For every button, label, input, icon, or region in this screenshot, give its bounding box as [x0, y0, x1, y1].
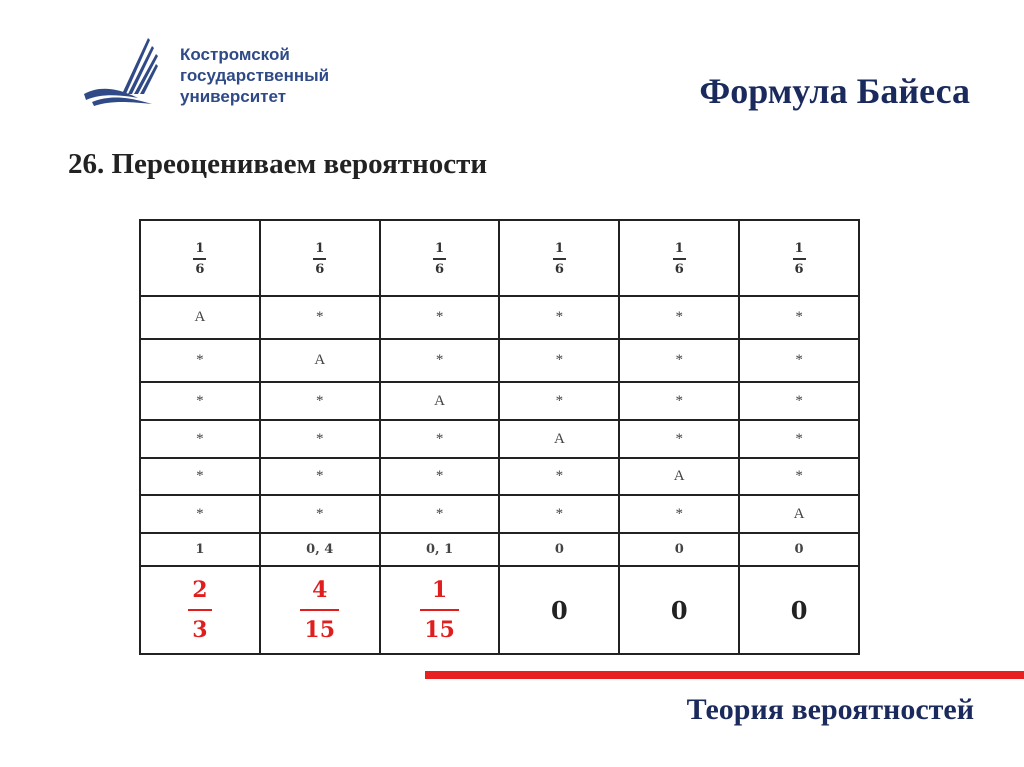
prior-cell: $\frac{1}{6}$ — [499, 220, 619, 296]
prior-cell: $\frac{1}{6}$ — [739, 220, 859, 296]
matrix-cell: * — [739, 382, 859, 420]
matrix-cell: * — [619, 495, 739, 533]
university-name — [180, 44, 329, 107]
prior-cell: $\frac{1}{6}$ — [619, 220, 739, 296]
matrix-cell: * — [499, 296, 619, 339]
slide-title: Формула Байеса — [699, 71, 970, 111]
prior-cell: $\frac{1}{6}$ — [380, 220, 500, 296]
logo-line-2: государственный — [180, 66, 330, 85]
matrix-row — [140, 495, 859, 533]
matrix-cell: * — [380, 296, 500, 339]
matrix-cell: * — [260, 296, 380, 339]
matrix-cell: * — [739, 420, 859, 458]
matrix-cell: А — [380, 382, 500, 420]
logo-line-3: университет — [180, 87, 287, 106]
matrix-cell: * — [739, 296, 859, 339]
matrix-cell: * — [380, 458, 500, 495]
matrix-cell: * — [619, 420, 739, 458]
matrix-cell: * — [380, 420, 500, 458]
matrix-cell: * — [499, 458, 619, 495]
matrix-cell: А — [619, 458, 739, 495]
matrix-row — [140, 382, 859, 420]
posterior-cell: 0 — [499, 566, 619, 654]
matrix-cell: * — [260, 420, 380, 458]
posterior-row — [140, 566, 859, 654]
matrix-cell: * — [260, 382, 380, 420]
logo-line-1: Костромской — [180, 45, 290, 64]
likelihood-cell: 0 — [499, 533, 619, 566]
matrix-cell: * — [140, 382, 260, 420]
matrix-row — [140, 296, 859, 339]
slide-subtitle: 26. Переоцениваем вероятности — [68, 148, 488, 180]
matrix-cell: А — [140, 296, 260, 339]
matrix-cell: * — [739, 458, 859, 495]
matrix-cell: * — [260, 495, 380, 533]
matrix-cell: * — [499, 382, 619, 420]
matrix-cell: * — [380, 495, 500, 533]
footer-title: Теория вероятностей — [686, 693, 974, 726]
likelihood-cell: 0, 1 — [380, 533, 500, 566]
matrix-cell: * — [140, 339, 260, 382]
matrix-cell: * — [260, 458, 380, 495]
posterior-cell: $\frac{1}{15}$ — [380, 566, 500, 654]
prior-cell: $\frac{1}{6}$ — [260, 220, 380, 296]
matrix-cell: * — [739, 339, 859, 382]
matrix-cell: * — [499, 495, 619, 533]
likelihood-cell: 1 — [140, 533, 260, 566]
matrix-cell: * — [380, 339, 500, 382]
matrix-cell: * — [619, 382, 739, 420]
prior-row — [140, 220, 859, 296]
posterior-cell: $\frac{2}{3}$ — [140, 566, 260, 654]
posterior-cell: $\frac{4}{15}$ — [260, 566, 380, 654]
matrix-cell: * — [499, 339, 619, 382]
matrix-cell: А — [260, 339, 380, 382]
bayes-table — [139, 219, 860, 655]
matrix-row — [140, 339, 859, 382]
matrix-cell: * — [140, 495, 260, 533]
likelihood-cell: 0 — [619, 533, 739, 566]
likelihood-row — [140, 533, 859, 566]
matrix-cell: А — [499, 420, 619, 458]
likelihood-cell: 0, 4 — [260, 533, 380, 566]
matrix-row — [140, 420, 859, 458]
posterior-cell: 0 — [739, 566, 859, 654]
accent-divider — [425, 671, 1024, 679]
prior-cell: $\frac{1}{6}$ — [140, 220, 260, 296]
matrix-cell: * — [619, 339, 739, 382]
matrix-cell: * — [140, 420, 260, 458]
matrix-cell: * — [140, 458, 260, 495]
matrix-cell: * — [619, 296, 739, 339]
posterior-cell: 0 — [619, 566, 739, 654]
likelihood-cell: 0 — [739, 533, 859, 566]
matrix-row — [140, 458, 859, 495]
matrix-cell: А — [739, 495, 859, 533]
